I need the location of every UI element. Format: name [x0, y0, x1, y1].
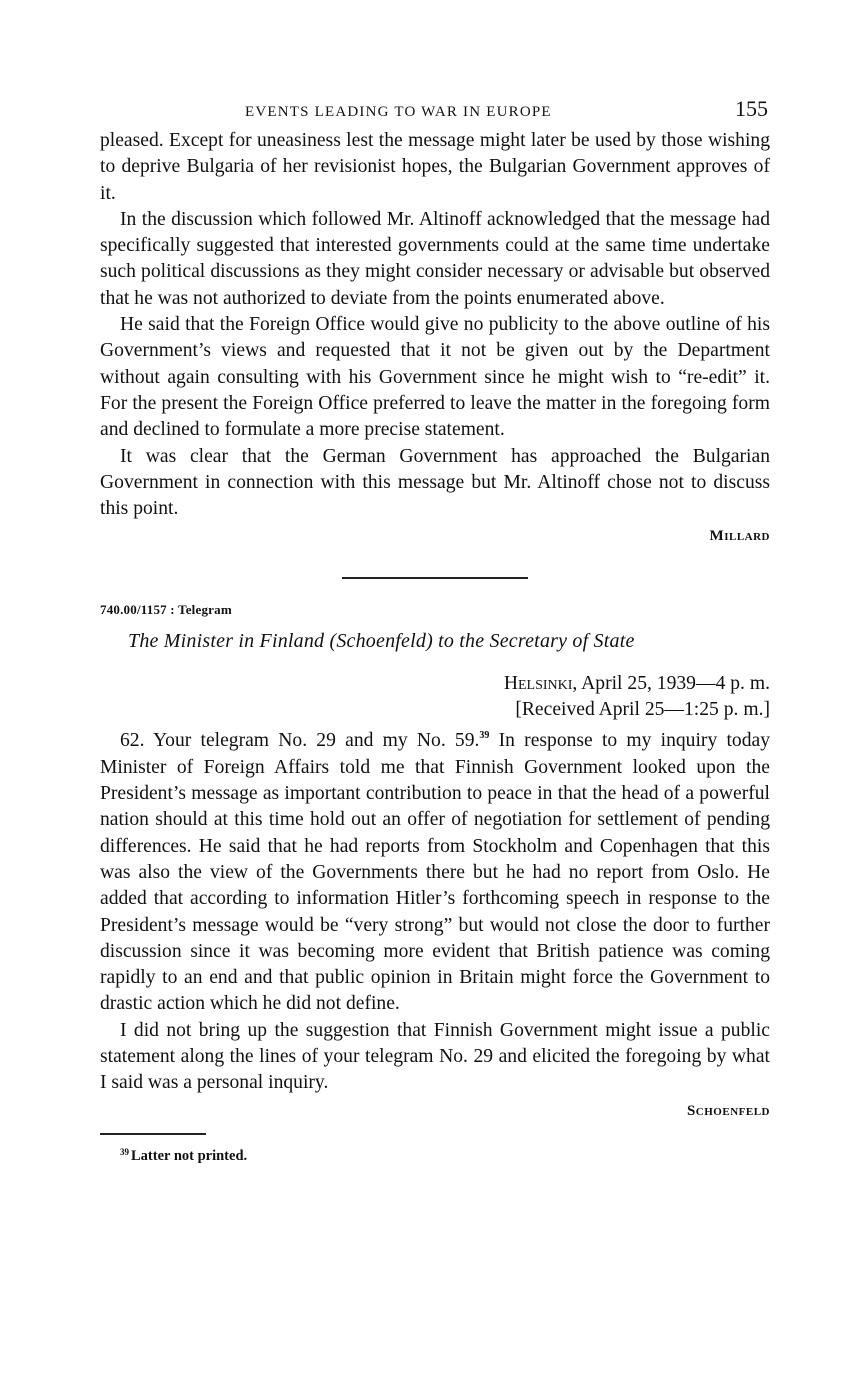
page-number: 155: [735, 96, 768, 121]
document-page: [100, 94, 770, 1165]
signature-schoenfeld: Schoenfeld: [686, 1102, 770, 1119]
footnote-mark: 39: [120, 1146, 129, 1157]
date-sent-text: , April 25, 1939—4 p. m.: [572, 673, 770, 695]
paragraph: [100, 723, 770, 1017]
running-header: [100, 94, 770, 128]
paragraph: I did not bring up the suggestion that Finnish Government might issue a public statement along the lines of your telegram No. 29 and elicited the foregoing by what I said was a personal inquiry.: [100, 1019, 770, 1094]
footnote: [120, 1147, 770, 1165]
footnote-text: Latter not printed.: [131, 1147, 248, 1164]
dateline: [100, 671, 770, 723]
paragraph: pleased. Except for uneasiness lest the message might later be used by those wishing to deprive Bulgaria of her revisionist hopes, the Bulgarian Government approves of it.: [100, 130, 770, 204]
running-title: EVENTS LEADING TO WAR IN EUROPE: [245, 104, 552, 120]
section-divider: [342, 577, 528, 579]
date-received: [Received April 25—1:25 p. m.]: [515, 699, 770, 721]
footnote-reference: 39: [479, 730, 490, 742]
paragraph-text: 62. Your telegram No. 29 and my No. 59.: [120, 730, 480, 752]
signature-millard: Millard: [709, 528, 770, 545]
footnote-rule: [100, 1133, 206, 1135]
document-2-body: [100, 723, 770, 1096]
paragraph: He said that the Foreign Office would give no publicity to the above outline of his Government’s views and requested that it not be given out by the Department without again consulting with his Government since he might wish to “re-edit” it. For the present the Foreign Office preferred to leave the matter in the foregoing form and declined to formulate a more precise statement.: [100, 314, 770, 441]
paragraph: It was clear that the German Government has approached the Bulgarian Government in connection with this message but Mr. Altinoff chose not to discuss this point.: [100, 445, 770, 520]
document-reference: 740.00/1157 : Telegram: [100, 602, 232, 618]
place-name: Helsinki: [503, 673, 573, 695]
paragraph: In the discussion which followed Mr. Altinoff acknowledged that the message had specifically suggested that interested governments could at the same time undertake such political discussions as they might consider necessary or advisable but observed that he was not authorized to deviate from the points enumerated above.: [100, 208, 770, 309]
date-sent: [100, 671, 770, 697]
document-heading: The Minister in Finland (Schoenfeld) to the Secretary of State: [128, 630, 635, 653]
paragraph-text: In response to my inquiry today Minister of Foreign Affairs told me that Finnish Government looked upon the President’s message as important contribution to peace in that the head of a powerful nation should at this time hold out an offer of negotiation for settlement of pending differences. He said that he had reports from Stockholm and Copenhagen that this was also the view of the Governments there but he had no report from Oslo. He added that according to information Hitler’s forthcoming speech in response to the President’s message would be “very strong” but would not close the door to further discussion since it was becoming more evident that British patience was coming rapidly to an end and that public opinion in Britain might force the Government to drastic action which he did not define.: [100, 730, 770, 1015]
document-1-body: [100, 128, 770, 522]
